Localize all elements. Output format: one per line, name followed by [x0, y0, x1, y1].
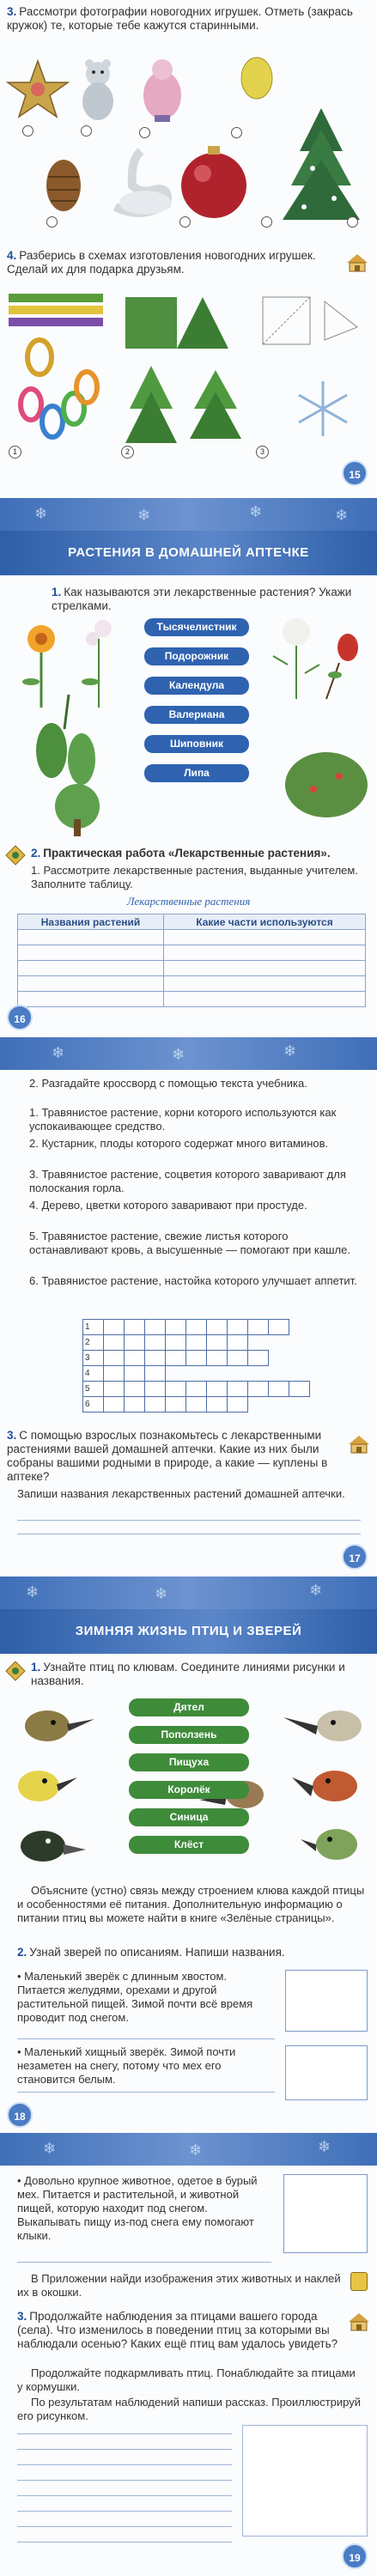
task-1-text: 1. Как называются эти лекарственные растения? Укажи стрелками.	[52, 586, 352, 612]
bird-head-5-image	[292, 1771, 357, 1801]
task-3-text: 3. Продолжайте наблюдения за птицами вашего города (села). Что изменилось в поведении птиц за которыми вы наблюдали осенью? Каких ещё птиц вам удалось увидеть?	[17, 2310, 338, 2350]
answer-line[interactable]	[17, 1520, 361, 1521]
toy-photos	[3, 48, 373, 230]
page-number-17: 17	[342, 1544, 368, 1570]
bird-label-tit[interactable]: Синица	[129, 1808, 249, 1826]
plants-table	[17, 914, 366, 1007]
answer-line[interactable]	[17, 2262, 271, 2263]
toy-checkbox-6[interactable]	[179, 216, 191, 228]
rosehip-image	[326, 634, 358, 699]
practical-work-icon	[5, 845, 26, 866]
bird-head-2-image	[18, 1771, 77, 1801]
clue-3: 3. Травянистое растение, соцветия которого заваривают для полоскания горла.	[29, 1168, 346, 1194]
bird-head-4-image	[283, 1710, 362, 1741]
page-number-19: 19	[342, 2543, 368, 2569]
sticker-window-2[interactable]	[285, 2045, 368, 2100]
appendix-text: В Приложении найди изображения этих животных и наклей их в окошки.	[17, 2272, 341, 2299]
sticker-icon	[350, 2272, 368, 2291]
bird-beaks	[0, 1692, 377, 1880]
toy-checkbox-1[interactable]	[22, 125, 33, 137]
task-2-text: 2. Узнай зверей по описаниям. Напиши названия.	[17, 1946, 285, 1959]
bird-toy-image	[143, 59, 181, 122]
bird-head-3-image	[21, 1831, 86, 1862]
table-row[interactable]	[18, 976, 366, 992]
section-header: РАСТЕНИЯ В ДОМАШНЕЙ АПТЕЧКЕ	[0, 531, 377, 575]
page-16	[0, 531, 377, 1037]
section-header: ЗИМНЯЯ ЖИЗНЬ ПТИЦ И ЗВЕРЕЙ	[0, 1609, 377, 1654]
table-row[interactable]	[18, 930, 366, 945]
swan-toy-image	[115, 151, 171, 215]
answer-line[interactable]	[17, 2038, 275, 2039]
page-number-15: 15	[342, 460, 368, 486]
table-header-parts: Какие части используются	[164, 914, 366, 930]
fir-tree-toy-image	[283, 108, 360, 220]
bird-label-woodpecker[interactable]: Дятел	[129, 1698, 249, 1716]
task-3-sub-2: По результатам наблюдений напиши рассказ. Проиллюстрируй его рисунком.	[17, 2396, 362, 2422]
bird-head-6-image	[301, 1829, 357, 1860]
sticker-window-3[interactable]	[283, 2174, 368, 2253]
table-header-names: Названия растений	[18, 914, 164, 930]
task-3-sub: Запиши названия лекарственных растений домашней аптечки.	[17, 1487, 345, 1500]
plant-label-rosehip[interactable]: Шиповник	[144, 735, 249, 753]
plant-images	[0, 613, 377, 836]
explain-text: Объясните (устно) связь между строением клюва каждой птицы и особенностями её питания. Дополнительную информацию о питании птиц вы можете найти в книге «Зелёные страницы».	[17, 1884, 365, 1924]
task-2-text: 2. Практическая работа «Лекарственные растения».	[31, 847, 331, 860]
page-number-16: 16	[7, 1005, 33, 1030]
calendula-image	[22, 625, 55, 708]
red-ball-toy-image	[181, 146, 246, 218]
yarrow-image	[273, 618, 319, 699]
table-title: Лекарственные растения	[126, 895, 251, 908]
clue-1: 1. Травянистое растение, корни которого используются как успокаивающее средство.	[29, 1106, 337, 1133]
page-separator: ❄ ❄ ❄	[0, 1037, 377, 1070]
paper-tree-scheme	[125, 297, 241, 443]
crossword-grid[interactable]: 1 2 3 4 5 6	[82, 1319, 310, 1413]
bird-head-1-image	[25, 1710, 94, 1741]
paper-chain-scheme	[9, 294, 103, 437]
plant-label-calendula[interactable]: Календула	[144, 677, 249, 695]
toy-checkbox-7[interactable]	[261, 216, 272, 228]
valerian-image	[82, 620, 112, 708]
task-2-sub: 1. Рассмотрите лекарственные растения, выданные учителем. Заполните таблицу.	[31, 864, 358, 890]
page-15	[0, 0, 377, 498]
toy-checkbox-8[interactable]	[347, 216, 358, 228]
animal-description-3: • Довольно крупное животное, одетое в бурый мех. Питается и растительной, и животной пищей, которую находит под снегом. Выкапывать пищу из-под снега ему помогают клыки.	[17, 2174, 258, 2242]
shrub-image	[285, 752, 368, 817]
bird-label-kinglet[interactable]: Королёк	[129, 1781, 249, 1799]
story-lines[interactable]	[17, 2425, 232, 2554]
task-3-sub-1: Продолжайте подкармливать птиц. Понаблюдайте за птицами у кормушки.	[17, 2366, 356, 2393]
page-separator: ❄ ❄ ❄	[0, 1577, 377, 1609]
scheme-label-1: 1	[9, 446, 21, 459]
bird-label-treecreeper[interactable]: Пищуха	[129, 1753, 249, 1771]
plant-label-valerian[interactable]: Валериана	[144, 706, 249, 724]
table-row[interactable]	[18, 992, 366, 1007]
clue-2: 2. Кустарник, плоды которого содержат много витаминов.	[29, 1137, 329, 1150]
clue-5: 5. Травянистое растение, свежие листья которого останавливают кровь, а высушенные — помогают при кашле.	[29, 1230, 350, 1256]
task-3-text: 3. Рассмотри фотографии новогодних игрушек. Отметь (закрась кружок) те, которые тебе кажутся старинными.	[7, 5, 353, 32]
table-row[interactable]	[18, 945, 366, 961]
answer-line[interactable]	[17, 2092, 275, 2093]
plant-label-yarrow[interactable]: Тысячелистник	[144, 618, 249, 636]
plant-label-plantain[interactable]: Подорожник	[144, 647, 249, 665]
linden-image	[55, 784, 100, 836]
house-icon	[347, 1434, 371, 1455]
page-separator: ❄ ❄ ❄	[0, 2133, 377, 2166]
page-separator: ❄ ❄ ❄ ❄	[0, 498, 377, 531]
page-19	[0, 2166, 377, 2576]
scheme-label-2: 2	[121, 446, 134, 459]
task-4-text: 4. Разберись в схемах изготовления новогодних игрушек. Сделай их для подарка друзьям.	[7, 249, 316, 276]
toy-checkbox-4[interactable]	[231, 127, 242, 138]
craft-schemes	[5, 289, 371, 460]
plantain-image	[36, 695, 95, 785]
toy-checkbox-5[interactable]	[46, 216, 58, 228]
page-17	[0, 1070, 377, 1577]
pinecone-toy-image	[46, 160, 81, 211]
task-3-text: 3. С помощью взрослых познакомьтесь с лекарственными растениями вашей домашней аптечки. Какие из них были собраны вашими родными в природе, а какие — куплены в аптеке?	[7, 1429, 328, 1483]
crossword-intro: 2. Разгадайте кроссворд с помощью текста учебника.	[29, 1077, 307, 1090]
clue-4: 4. Дерево, цветки которого заваривают при простуде.	[29, 1199, 307, 1212]
practical-work-icon	[5, 1661, 26, 1681]
scheme-label-3: 3	[256, 446, 269, 459]
page-18	[0, 1609, 377, 2133]
bird-label-crossbill[interactable]: Клёст	[129, 1836, 249, 1854]
drawing-frame[interactable]	[242, 2425, 368, 2537]
toy-checkbox-2[interactable]	[81, 125, 92, 137]
toy-checkbox-3[interactable]	[139, 127, 150, 138]
clue-6: 6. Травянистое растение, настойка которого улучшает аппетит.	[29, 1274, 357, 1287]
plant-label-linden[interactable]: Липа	[144, 764, 249, 782]
task-1-text: 1. Узнайте птиц по клювам. Соедините линиями рисунки и названия.	[31, 1661, 345, 1687]
sticker-window-1[interactable]	[285, 1970, 368, 2032]
lemon-toy-image	[241, 58, 272, 99]
animal-description-2: • Маленький хищный зверёк. Зимой почти незаметен на снегу, потому что мех его становится белым.	[17, 2045, 236, 2086]
table-row[interactable]	[18, 961, 366, 976]
bear-toy-image	[82, 59, 113, 120]
house-icon	[345, 252, 369, 273]
house-icon	[347, 2312, 371, 2332]
star-toy-image	[8, 61, 68, 117]
snowflake-scheme	[263, 297, 357, 436]
page-number-18: 18	[7, 2102, 33, 2128]
animal-description-1: • Маленький зверёк с длинным хвостом. Питается желудями, орехами и другой растительной пищей. Зимой почти всё время проводит под снегом.	[17, 1970, 253, 2024]
bird-label-nuthatch[interactable]: Поползень	[129, 1726, 249, 1744]
